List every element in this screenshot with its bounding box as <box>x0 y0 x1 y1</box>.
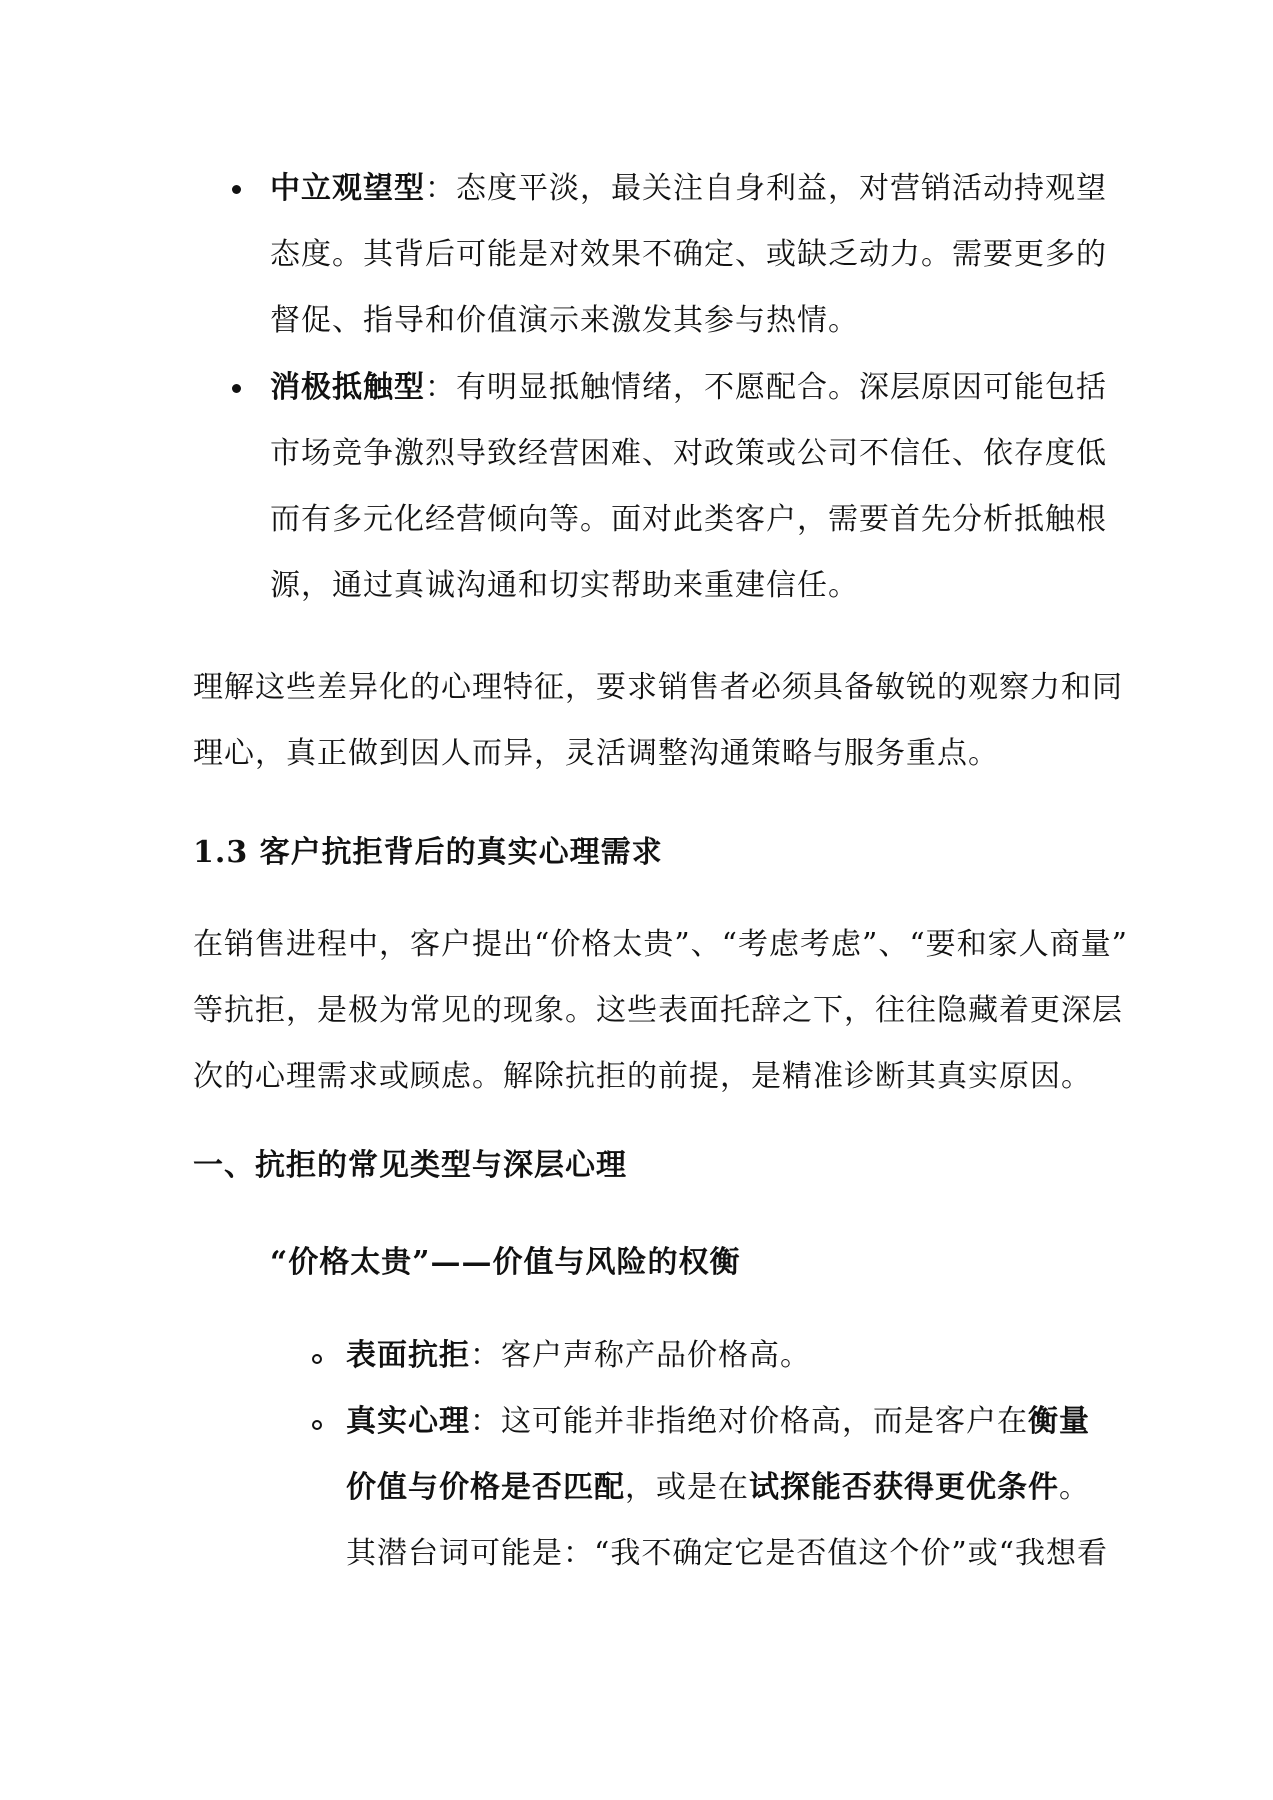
bullet-term: 消极抵触型 <box>270 370 425 405</box>
bullet-line: 真实心理：这可能并非指绝对价格高，而是客户在衡量 <box>346 1404 1090 1439</box>
paragraph-line: 等抗拒，是极为常见的现象。这些表面托辞之下，往往隐藏着更深层 <box>193 993 1123 1028</box>
bullet-line: 其潜台词可能是：“我不确定它是否值这个价”或“我想看 <box>346 1536 1109 1571</box>
bullet-term: 中立观望型 <box>270 171 425 206</box>
bullet-line: 中立观望型：态度平淡，最关注自身利益，对营销活动持观望 <box>270 171 1107 206</box>
bullet-line: 表面抗拒：客户声称产品价格高。 <box>346 1338 811 1373</box>
bullet-line: 消极抵触型：有明显抵触情绪，不愿配合。深层原因可能包括 <box>270 370 1107 405</box>
paragraph-line: 次的心理需求或顾虑。解除抗拒的前提，是精准诊断其真实原因。 <box>193 1059 1092 1094</box>
bullet-line: 而有多元化经营倾向等。面对此类客户，需要首先分析抵触根 <box>270 502 1107 537</box>
bullet-line: 态度。其背后可能是对效果不确定、或缺乏动力。需要更多的 <box>270 237 1107 272</box>
bullet-line: 价值与价格是否匹配，或是在试探能否获得更优条件。 <box>346 1470 1090 1505</box>
bullet-line: 督促、指导和价值演示来激发其参与热情。 <box>270 303 859 338</box>
bullet-disc-icon <box>232 185 241 194</box>
subheading: 一、抗拒的常见类型与深层心理 <box>193 1148 627 1183</box>
paragraph-line: 理心，真正做到因人而异，灵活调整沟通策略与服务重点。 <box>193 736 999 771</box>
paragraph-line: 在销售进程中，客户提出“价格太贵”、“考虑考虑”、“要和家人商量” <box>193 927 1129 962</box>
bullet-circle-icon <box>312 1354 322 1364</box>
bullet-line: 源，通过真诚沟通和切实帮助来重建信任。 <box>270 568 859 603</box>
bullet-circle-icon <box>312 1420 322 1430</box>
summary-paragraph <box>193 655 1123 787</box>
objection-title: “价格太贵”——价值与风险的权衡 <box>270 1245 741 1280</box>
section-heading: 1.3 客户抗拒背后的真实心理需求 <box>193 835 663 870</box>
intro-paragraph <box>193 912 1128 1110</box>
bullet-disc-icon <box>232 384 241 393</box>
bullet-line: 市场竞争激烈导致经营困难、对政策或公司不信任、依存度低 <box>270 436 1107 471</box>
paragraph-line: 理解这些差异化的心理特征，要求销售者必须具备敏锐的观察力和同 <box>193 670 1123 705</box>
